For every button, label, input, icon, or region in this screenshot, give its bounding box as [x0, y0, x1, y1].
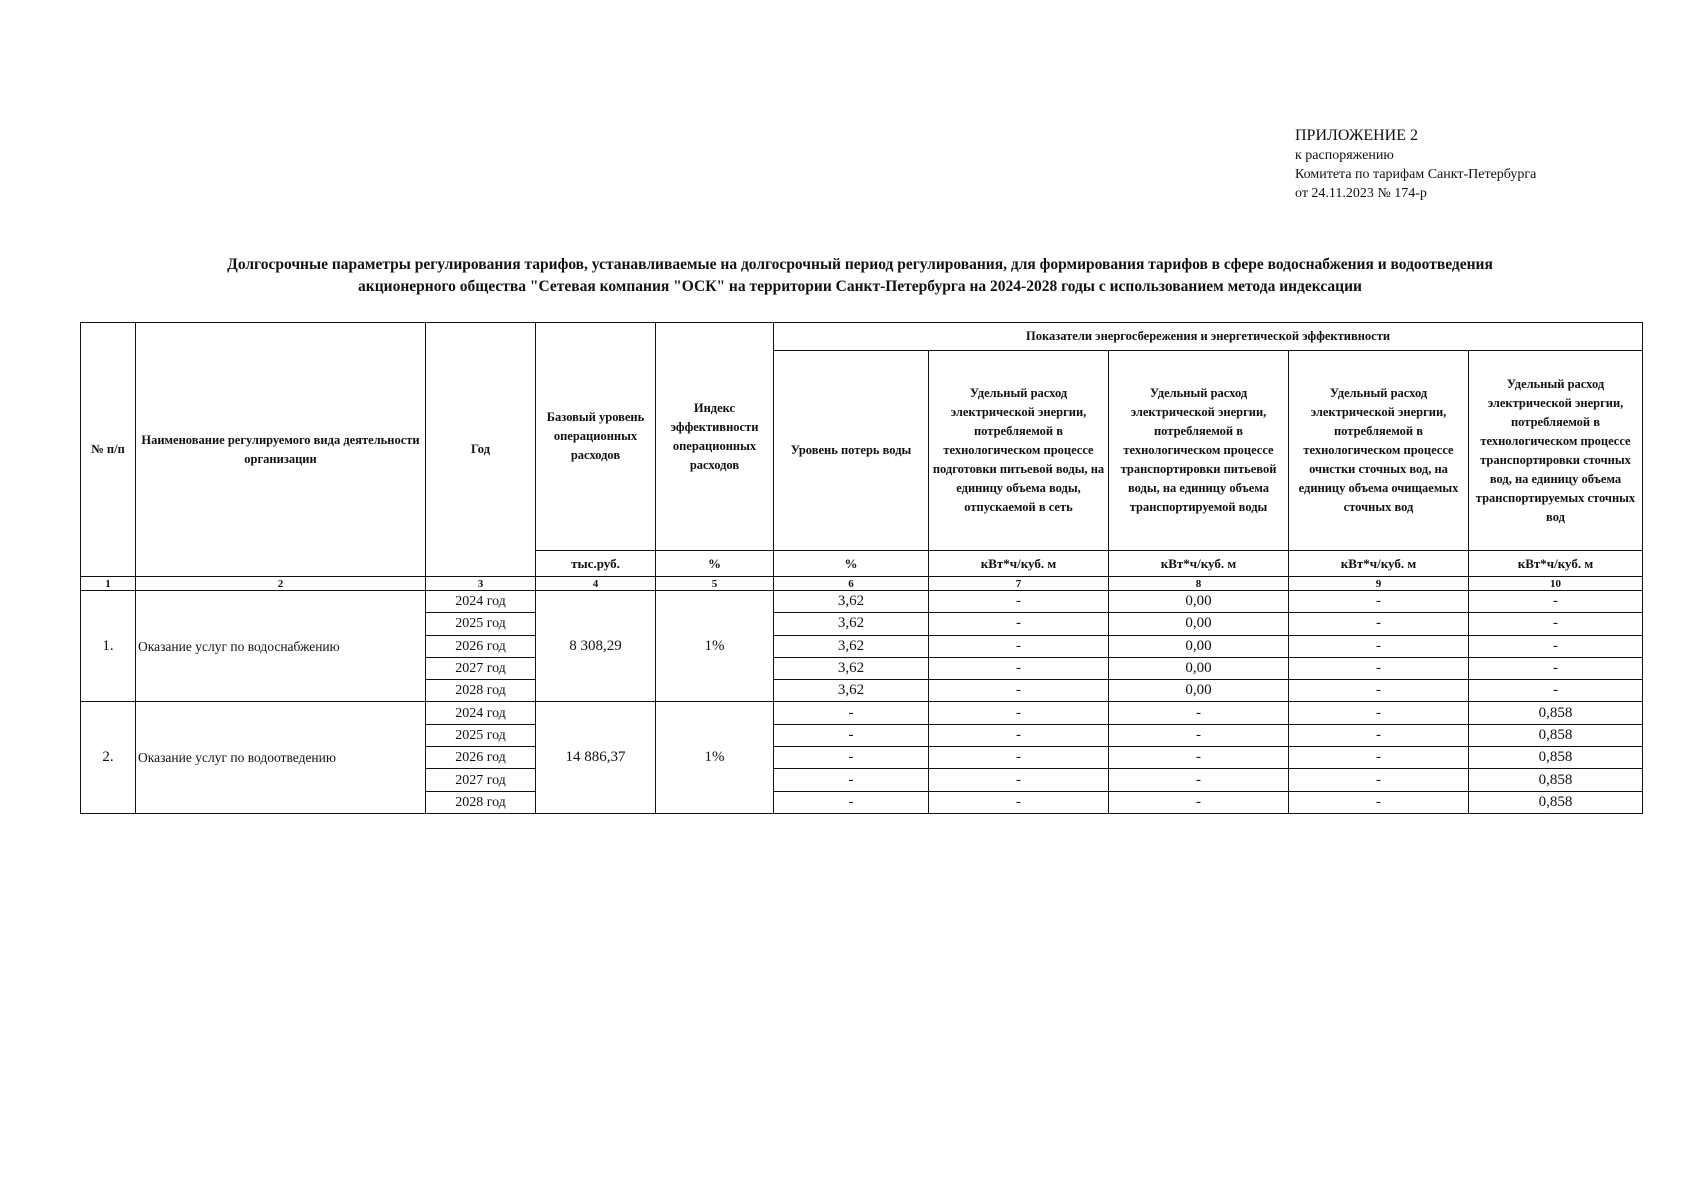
loss-cell: - [774, 769, 929, 791]
c9-cell: - [1289, 613, 1469, 635]
year-cell: 2027 год [426, 657, 536, 679]
c7-cell: - [929, 613, 1109, 635]
c10-cell: - [1469, 680, 1643, 702]
unit-c8: кВт*ч/куб. м [1109, 551, 1289, 577]
title-line-1: Долгосрочные параметры регулирования тарифов, устанавливаемые на долгосрочный период регулирования, для формирования тарифов в сфере водоснабжения и водоотведения [227, 256, 1493, 273]
col-number: 1 [81, 577, 136, 591]
year-cell: 2024 год [426, 702, 536, 724]
year-cell: 2025 год [426, 724, 536, 746]
c9-cell: - [1289, 702, 1469, 724]
table-row [81, 591, 1643, 613]
loss-cell: 3,62 [774, 613, 929, 635]
header-index: Индекс эффективности операционных расходов [656, 323, 774, 551]
appendix-line-1: к распоряжению [1295, 148, 1394, 163]
col-number: 7 [929, 577, 1109, 591]
base-cost: 8 308,29 [536, 591, 656, 702]
c7-cell: - [929, 635, 1109, 657]
unit-c9: кВт*ч/куб. м [1289, 551, 1469, 577]
activity-name: Оказание услуг по водоотведению [136, 702, 426, 814]
loss-cell: - [774, 791, 929, 813]
c8-cell: - [1109, 791, 1289, 813]
col-number: 3 [426, 577, 536, 591]
c8-cell: 0,00 [1109, 591, 1289, 613]
c7-cell: - [929, 657, 1109, 679]
c9-cell: - [1289, 591, 1469, 613]
activity-name: Оказание услуг по водоснабжению [136, 591, 426, 702]
c8-cell: 0,00 [1109, 657, 1289, 679]
header-activity: Наименование регулируемого вида деятельности организации [136, 323, 426, 577]
unit-index: % [656, 551, 774, 577]
c9-cell: - [1289, 680, 1469, 702]
document-title [100, 254, 1620, 298]
c7-cell: - [929, 769, 1109, 791]
c9-cell: - [1289, 724, 1469, 746]
year-cell: 2028 год [426, 791, 536, 813]
table-row [81, 702, 1643, 724]
year-cell: 2028 год [426, 680, 536, 702]
appendix-line-3: от 24.11.2023 № 174-р [1295, 186, 1427, 201]
c9-cell: - [1289, 657, 1469, 679]
c7-cell: - [929, 747, 1109, 769]
c9-cell: - [1289, 791, 1469, 813]
tariff-parameters-table [80, 322, 1643, 814]
unit-loss: % [774, 551, 929, 577]
c8-cell: - [1109, 747, 1289, 769]
year-cell: 2027 год [426, 769, 536, 791]
c8-cell: - [1109, 769, 1289, 791]
c8-cell: - [1109, 724, 1289, 746]
c10-cell: 0,858 [1469, 791, 1643, 813]
c10-cell: 0,858 [1469, 702, 1643, 724]
c8-cell: 0,00 [1109, 613, 1289, 635]
header-energy-group: Показатели энергосбережения и энергетической эффективности [774, 323, 1643, 351]
loss-cell: - [774, 747, 929, 769]
c9-cell: - [1289, 635, 1469, 657]
header-year: Год [426, 323, 536, 577]
year-cell: 2024 год [426, 591, 536, 613]
loss-cell: - [774, 702, 929, 724]
loss-cell: 3,62 [774, 680, 929, 702]
col-number: 10 [1469, 577, 1643, 591]
c9-cell: - [1289, 769, 1469, 791]
year-cell: 2025 год [426, 613, 536, 635]
col-number: 5 [656, 577, 774, 591]
c7-cell: - [929, 791, 1109, 813]
row-number: 1. [81, 591, 136, 702]
c7-cell: - [929, 591, 1109, 613]
header-c9: Удельный расход электрической энергии, потребляемой в технологическом процессе очистки сточных вод, на единицу объема очищаемых сточных вод [1289, 351, 1469, 551]
loss-cell: 3,62 [774, 635, 929, 657]
col-number: 8 [1109, 577, 1289, 591]
title-line-2: акционерного общества "Сетевая компания "ОСК" на территории Санкт-Петербурга на 2024-2028 годы с использованием метода индексации [358, 278, 1362, 295]
loss-cell: 3,62 [774, 657, 929, 679]
loss-cell: - [774, 724, 929, 746]
header-base: Базовый уровень операционных расходов [536, 323, 656, 551]
c10-cell: 0,858 [1469, 769, 1643, 791]
header-c10: Удельный расход электрической энергии, потребляемой в технологическом процессе транспортировки сточных вод, на единицу объема транспортируемых сточных вод [1469, 351, 1643, 551]
efficiency-index: 1% [656, 702, 774, 814]
appendix-line-2: Комитета по тарифам Санкт-Петербурга [1295, 167, 1537, 182]
c8-cell: - [1109, 702, 1289, 724]
appendix-block [1295, 126, 1655, 203]
unit-c7: кВт*ч/куб. м [929, 551, 1109, 577]
header-num: № п/п [81, 323, 136, 577]
efficiency-index: 1% [656, 591, 774, 702]
row-number: 2. [81, 702, 136, 814]
year-cell: 2026 год [426, 747, 536, 769]
col-number: 9 [1289, 577, 1469, 591]
c10-cell: 0,858 [1469, 747, 1643, 769]
header-c8: Удельный расход электрической энергии, потребляемой в технологическом процессе транспортировки питьевой воды, на единицу объема транспортируемой воды [1109, 351, 1289, 551]
header-c7: Удельный расход электрической энергии, потребляемой в технологическом процессе подготовки питьевой воды, на единицу объема воды, отпускаемой в сеть [929, 351, 1109, 551]
base-cost: 14 886,37 [536, 702, 656, 814]
c7-cell: - [929, 680, 1109, 702]
col-number: 4 [536, 577, 656, 591]
header-loss: Уровень потерь воды [774, 351, 929, 551]
c7-cell: - [929, 724, 1109, 746]
unit-c10: кВт*ч/куб. м [1469, 551, 1643, 577]
c10-cell: - [1469, 591, 1643, 613]
year-cell: 2026 год [426, 635, 536, 657]
c7-cell: - [929, 702, 1109, 724]
col-number: 6 [774, 577, 929, 591]
loss-cell: 3,62 [774, 591, 929, 613]
c10-cell: - [1469, 657, 1643, 679]
appendix-heading: ПРИЛОЖЕНИЕ 2 [1295, 127, 1419, 144]
c9-cell: - [1289, 747, 1469, 769]
c10-cell: - [1469, 613, 1643, 635]
c8-cell: 0,00 [1109, 680, 1289, 702]
col-number: 2 [136, 577, 426, 591]
unit-base: тыс.руб. [536, 551, 656, 577]
c8-cell: 0,00 [1109, 635, 1289, 657]
c10-cell: 0,858 [1469, 724, 1643, 746]
c10-cell: - [1469, 635, 1643, 657]
